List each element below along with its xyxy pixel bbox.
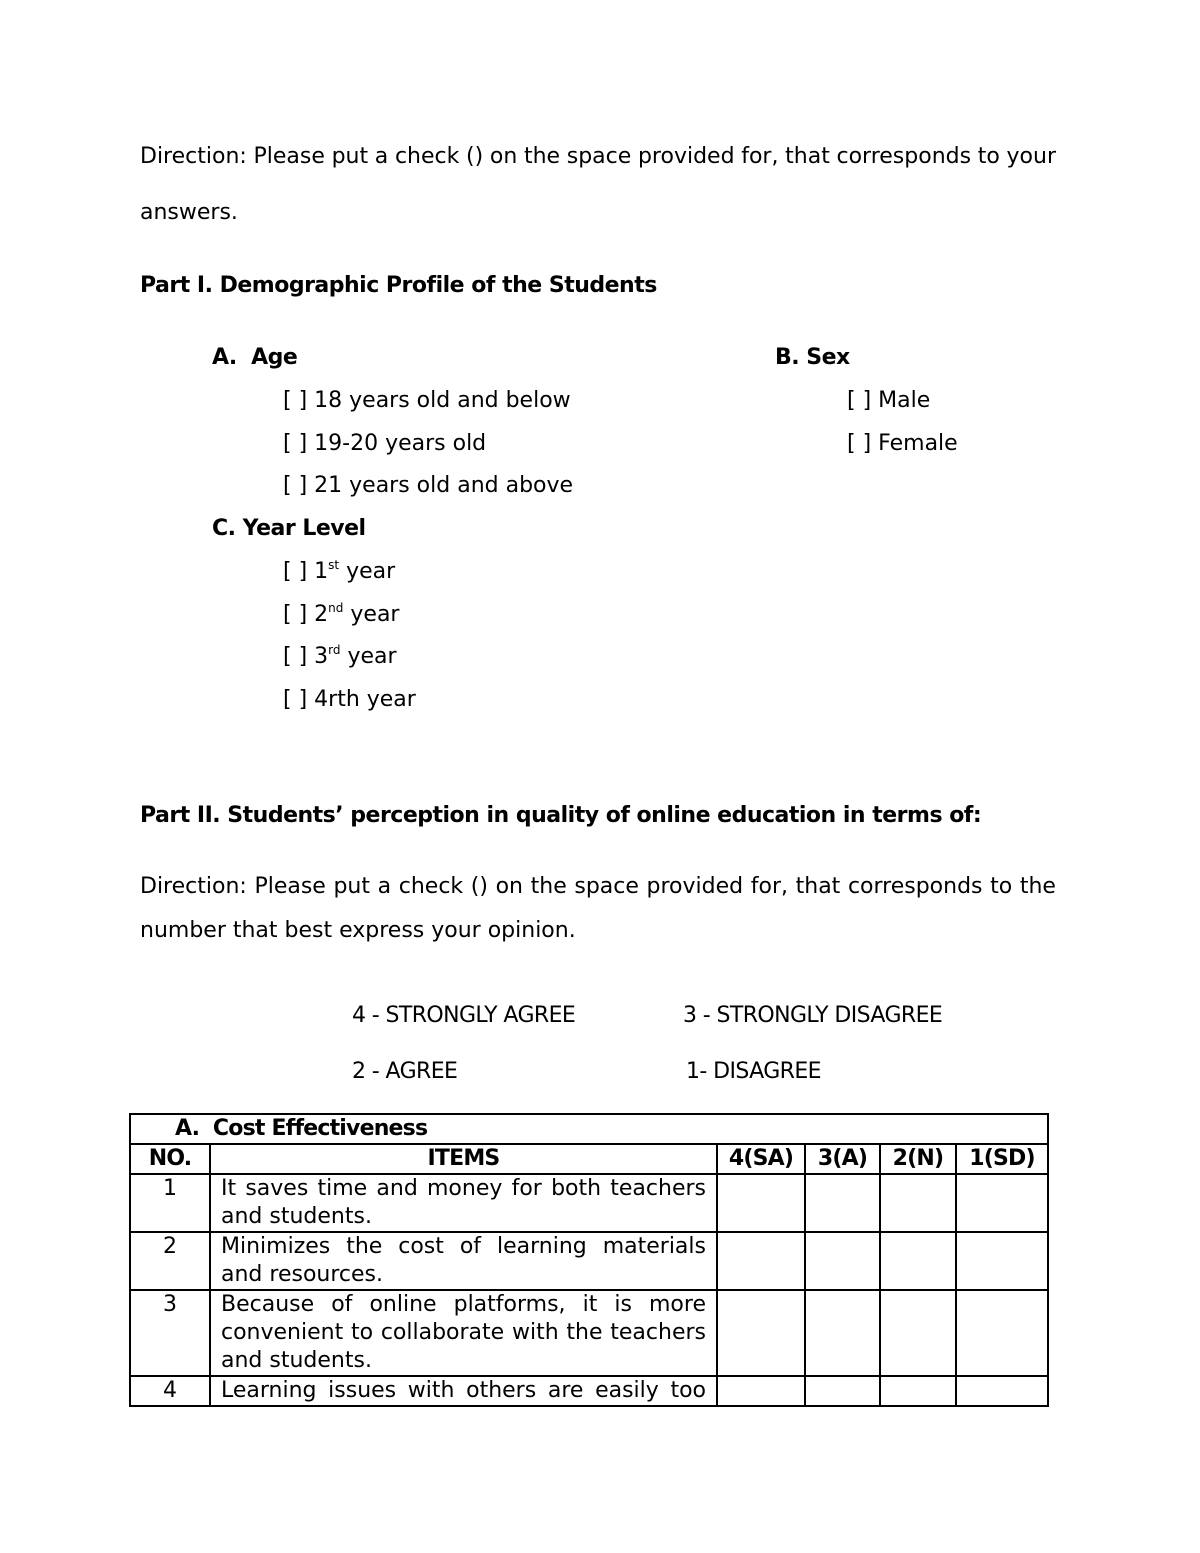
age-option[interactable]: [ ] 21 years old and above: [283, 473, 574, 498]
row-number: 2: [130, 1232, 210, 1290]
table-row: [130, 1174, 1048, 1232]
direction-word: for,: [741, 144, 779, 169]
direction-word: (): [466, 144, 484, 169]
scale-3: 3 - STRONGLY DISAGREE: [683, 1003, 943, 1028]
year-option[interactable]: [283, 687, 416, 712]
direction-word: the: [1019, 874, 1056, 899]
direction-word: Direction:: [140, 144, 247, 169]
direction-word: your: [1006, 144, 1056, 169]
direction-word: check: [394, 144, 460, 169]
direction-word: on: [495, 874, 523, 899]
direction-word: to: [977, 144, 1000, 169]
direction-word: to: [990, 874, 1013, 899]
table-row: [130, 1232, 1048, 1290]
rating-cell-3[interactable]: [805, 1376, 880, 1406]
row-item: Minimizes the cost of learning materials and resources.: [210, 1232, 717, 1290]
row-item: Because of online platforms, it is more convenient to collaborate with the teachers and students.: [210, 1290, 717, 1376]
direction-word: the: [530, 874, 567, 899]
direction-word: check: [398, 874, 464, 899]
scale-4: 4 - STRONGLY AGREE: [352, 1003, 576, 1028]
direction-word: that: [785, 144, 830, 169]
direction-word: put: [333, 874, 371, 899]
header-1sd: 1(SD): [956, 1144, 1048, 1174]
rating-cell-2[interactable]: [880, 1232, 956, 1290]
age-heading: A. Age: [212, 345, 298, 370]
sex-option[interactable]: [ ] Female: [847, 431, 958, 456]
rating-cell-2[interactable]: [880, 1376, 956, 1406]
header-3a: 3(A): [805, 1144, 880, 1174]
rating-cell-3[interactable]: [805, 1290, 880, 1376]
direction-word: (): [470, 874, 488, 899]
header-2n: 2(N): [880, 1144, 956, 1174]
direction-word: space: [574, 874, 639, 899]
year-option[interactable]: [283, 644, 397, 669]
cost-effectiveness-table: [129, 1113, 1049, 1407]
year-option[interactable]: [283, 602, 399, 627]
direction2-line-2: number that best express your opinion.: [140, 918, 576, 943]
direction-word: Please: [253, 144, 325, 169]
scale-2: 2 - AGREE: [352, 1059, 458, 1084]
direction-line-2: answers.: [140, 200, 238, 225]
rating-cell-4[interactable]: [717, 1174, 805, 1232]
direction-word: the: [523, 144, 561, 169]
table-row: [130, 1376, 1048, 1406]
header-4sa: 4(SA): [717, 1144, 805, 1174]
direction-word: a: [374, 144, 389, 169]
rating-cell-2[interactable]: [880, 1174, 956, 1232]
direction-word: Direction:: [140, 874, 247, 899]
direction2-line-1: [140, 874, 1056, 899]
rating-cell-2[interactable]: [880, 1290, 956, 1376]
section-title: A. Cost Effectiveness: [130, 1114, 1048, 1144]
direction-word: put: [331, 144, 369, 169]
year-option[interactable]: [283, 559, 395, 584]
row-item: It saves time and money for both teachers and students.: [210, 1174, 717, 1232]
rating-cell-1[interactable]: [956, 1376, 1048, 1406]
part1-title: Part I. Demographic Profile of the Students: [140, 273, 657, 298]
direction-word: provided: [646, 874, 744, 899]
age-option[interactable]: [ ] 18 years old and below: [283, 388, 571, 413]
year-option-text: [ ] 3: [283, 644, 329, 669]
direction-word: that: [795, 874, 841, 899]
row-number: 4: [130, 1376, 210, 1406]
rating-cell-4[interactable]: [717, 1376, 805, 1406]
direction-word: Please: [254, 874, 326, 899]
header-row: [130, 1144, 1048, 1174]
year-option-sup: nd: [328, 601, 344, 615]
year-option-suffix: year: [339, 559, 396, 584]
sex-option[interactable]: [ ] Male: [847, 388, 931, 413]
part2-title: Part II. Students’ perception in quality of online education in terms of:: [140, 803, 982, 828]
rating-cell-4[interactable]: [717, 1232, 805, 1290]
year-option-suffix: year: [340, 644, 397, 669]
direction-word: on: [489, 144, 518, 169]
year-option-text: [ ] 1: [283, 559, 329, 584]
rating-cell-1[interactable]: [956, 1174, 1048, 1232]
table-row: [130, 1290, 1048, 1376]
header-no: NO.: [130, 1144, 210, 1174]
direction-word: for,: [750, 874, 788, 899]
year-option-sup: st: [328, 558, 340, 572]
year-option-sup: rd: [328, 643, 341, 657]
sex-heading: B. Sex: [775, 345, 850, 370]
year-option-text: [ ] 2: [283, 602, 329, 627]
direction-word: a: [377, 874, 392, 899]
row-number: 1: [130, 1174, 210, 1232]
scale-1: 1- DISAGREE: [686, 1059, 821, 1084]
rating-cell-4[interactable]: [717, 1290, 805, 1376]
year-option-text: [ ] 4rth year: [283, 687, 416, 712]
age-option[interactable]: [ ] 19-20 years old: [283, 431, 487, 456]
year-level-heading: C. Year Level: [212, 516, 366, 541]
year-option-suffix: year: [343, 602, 400, 627]
rating-cell-3[interactable]: [805, 1232, 880, 1290]
row-item: Learning issues with others are easily too: [210, 1376, 717, 1406]
direction-word: space: [566, 144, 632, 169]
row-number: 3: [130, 1290, 210, 1376]
direction-word: provided: [637, 144, 735, 169]
section-row: [130, 1114, 1048, 1144]
direction-word: corresponds: [836, 144, 972, 169]
direction-line-1: [140, 144, 1056, 169]
rating-cell-1[interactable]: [956, 1232, 1048, 1290]
direction-word: corresponds: [847, 874, 983, 899]
rating-cell-3[interactable]: [805, 1174, 880, 1232]
header-items: ITEMS: [210, 1144, 717, 1174]
rating-cell-1[interactable]: [956, 1290, 1048, 1376]
